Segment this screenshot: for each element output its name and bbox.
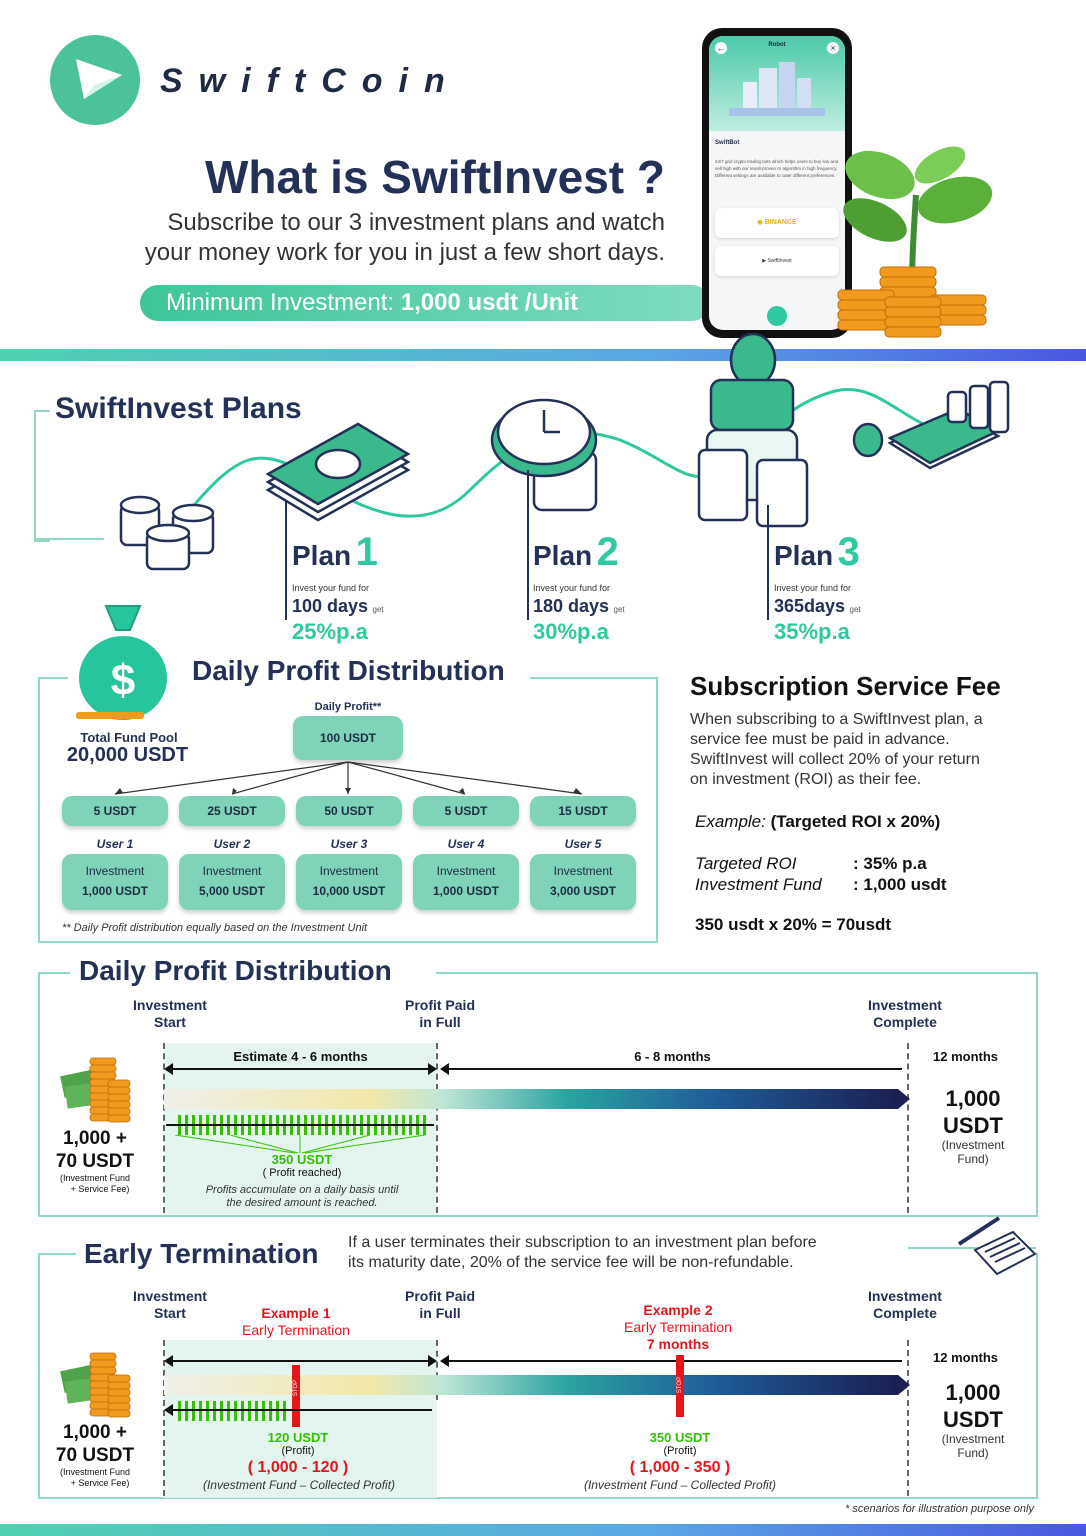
- card-coins-icon: [848, 378, 1013, 478]
- stop-marker-1-text: STOP: [293, 1379, 299, 1397]
- plan-1-days: 100 days: [292, 596, 369, 616]
- distribution-arrows: [100, 760, 620, 798]
- timeline-complete-label-2: Complete: [873, 1014, 937, 1030]
- user-5-profit-box: [530, 796, 636, 826]
- plan-1[interactable]: [292, 532, 492, 645]
- plan-3-number: 3: [837, 530, 860, 574]
- user-1-name: User 1: [96, 837, 134, 851]
- user-1-profit: 5 USDT: [93, 804, 137, 818]
- min-investment-banner: [140, 285, 710, 321]
- phone-close-icon[interactable]: ×: [827, 42, 839, 54]
- early-estimate-arrow: [166, 1360, 434, 1362]
- timeline-progress-bar: [164, 1089, 898, 1109]
- arrowhead-right-1: [428, 1063, 437, 1075]
- user-2-profit: 25 USDT: [207, 804, 257, 818]
- min-investment-value: 1,000 usdt /Unit: [400, 289, 579, 316]
- plan-2-rate: 30%p.a: [533, 619, 609, 644]
- example-2-profit: 350 USDT: [649, 1430, 711, 1445]
- clock-coins-icon: [488, 392, 603, 517]
- early-left-amount-1: 1,000 +: [63, 1422, 127, 1443]
- timeline-left-note-2: + Service Fee): [70, 1184, 130, 1194]
- user-2-name: User 2: [213, 837, 251, 851]
- phone-binance-button[interactable]: ◆ BINANCE: [715, 208, 839, 238]
- fund-pool-value: 20,000 USDT: [66, 744, 189, 766]
- top-divider-band: [0, 349, 1086, 361]
- daily-dist-note: ** Daily Profit distribution equally based on the Investment Unit: [62, 922, 368, 934]
- example-2-months: 7 months: [646, 1336, 710, 1352]
- footnote: * scenarios for illustration purpose only: [845, 1503, 1034, 1515]
- early-desc-2: its maturity date, 20% of the service fee will be non-refundable.: [348, 1254, 794, 1271]
- plan-1-number: 1: [355, 530, 378, 574]
- plan-3-invest-text: Invest your fund for: [774, 583, 852, 593]
- user-5-investment-label: Investment: [553, 864, 613, 878]
- early-profit-ticks: [178, 1401, 290, 1421]
- user-5-investment-value: 3,000 USDT: [549, 884, 617, 898]
- user-1-investment-box: [62, 854, 168, 910]
- phone-app-description: 24/7 grid crypto trading bots which helps users to buy low and sell high with our result-proven AI algorithm in high frequency. Different settings are available to cater different preferences.: [715, 159, 839, 178]
- user-2-profit-box: [179, 796, 285, 826]
- example-2-header: [598, 1302, 758, 1353]
- plan-3-label: Plan: [774, 540, 834, 571]
- early-arrowhead-right-1: [428, 1355, 437, 1367]
- plans-title: SwiftInvest Plans: [55, 392, 302, 425]
- fee-body-3: SwiftInvest will collect 20% of your return: [690, 751, 980, 768]
- timeline-complete-marker: [907, 1043, 909, 1213]
- early-paid-label-1: Profit Paid: [404, 1288, 475, 1304]
- early-start-label-1: Investment: [133, 1288, 207, 1304]
- fee-roi-value: : 35% p.a: [853, 854, 927, 873]
- phone-swiftinvest-button[interactable]: ▶ SwiftInvest: [715, 246, 839, 276]
- timeline-paid-label-1: Profit Paid: [404, 997, 475, 1013]
- early-complete-label: [845, 1288, 965, 1322]
- timeline-paid-label: [380, 997, 500, 1031]
- hero-title: What is SwiftInvest ?: [204, 151, 665, 203]
- plan-3-get: get: [849, 605, 861, 614]
- timeline-right-note-1: (Investment: [941, 1138, 1005, 1152]
- early-complete-label-1: Investment: [868, 1288, 942, 1304]
- early-progress-arrowhead: [898, 1375, 910, 1395]
- phone-binance-label: BINANCE: [764, 219, 797, 226]
- daily-dist-frame-top-left: [38, 677, 68, 679]
- user-2-investment-label: Investment: [202, 864, 262, 878]
- user-4-name: User 4: [447, 837, 485, 851]
- early-progress-bar: [164, 1375, 898, 1395]
- plan-2-get: get: [613, 605, 625, 614]
- early-desc-1: If a user terminates their subscription to an investment plan before: [348, 1234, 817, 1251]
- plan2-connector: [527, 470, 529, 620]
- early-later-arrow: [442, 1360, 902, 1362]
- plan1-connector: [285, 500, 287, 620]
- phone-app-name: SwiftBot: [715, 140, 740, 146]
- early-right-amount-1: 1,000: [945, 1380, 1001, 1405]
- timeline-profit-arrow: [166, 1124, 434, 1126]
- early-complete-marker: [907, 1340, 909, 1496]
- fee-example-label: Example:: [695, 812, 766, 831]
- timeline-profit-note: ( Profit reached): [262, 1167, 342, 1179]
- timeline-later: 6 - 8 months: [634, 1049, 711, 1064]
- user-5-investment-box: [530, 854, 636, 910]
- user-5-name: User 5: [564, 837, 602, 851]
- document-pen-icon: [955, 1212, 1037, 1284]
- example-2-sub: Early Termination: [624, 1319, 732, 1335]
- early-return-arrow: [170, 1409, 432, 1411]
- early-start-label: [110, 1288, 230, 1322]
- fee-fund-label: Investment Fund: [695, 875, 822, 894]
- timeline-progress-arrowhead: [898, 1089, 910, 1109]
- timeline-title: Daily Profit Distribution: [79, 955, 392, 986]
- early-right-note-2: Fund): [957, 1446, 989, 1460]
- early-frame-top-left: [38, 1253, 76, 1255]
- arrowhead-left-1: [164, 1063, 173, 1075]
- timeline-complete-label: [845, 997, 965, 1031]
- money-jar-icon: [695, 320, 815, 530]
- early-arrowhead-left-1: [164, 1355, 173, 1367]
- user-4-investment-label: Investment: [436, 864, 496, 878]
- money-bag-icon: [68, 600, 178, 725]
- cash-coins-icon: [60, 1050, 135, 1125]
- early-start-label-2: Start: [154, 1305, 186, 1321]
- fee-roi-label: Targeted ROI: [695, 854, 797, 873]
- plan-1-get: get: [372, 605, 384, 614]
- banknote-stack-icon: [258, 420, 418, 530]
- plan-3-days: 365days: [774, 596, 846, 616]
- user-4-investment-box: [413, 854, 519, 910]
- timeline-start-label-2: Start: [154, 1014, 186, 1030]
- timeline-later-arrow: [442, 1068, 902, 1070]
- timeline-paid-label-2: in Full: [419, 1014, 461, 1030]
- min-investment-label: Minimum Investment:: [166, 289, 395, 316]
- example-1-profit-note: (Profit): [281, 1445, 315, 1457]
- early-left-note-1: (Investment Fund: [59, 1467, 131, 1477]
- bottom-divider-band: [0, 1524, 1086, 1536]
- phone-header-title: Robot: [768, 42, 786, 48]
- phone-screen: [709, 36, 845, 330]
- plan-2-number: 2: [596, 530, 619, 574]
- timeline-start-label-1: Investment: [133, 997, 207, 1013]
- plant-coins-illustration: [830, 145, 1000, 340]
- example-1-profit: 120 USDT: [267, 1430, 329, 1445]
- timeline-right-note-2: Fund): [957, 1152, 989, 1166]
- hero-subtitle-2: your money work for you in just a few short days.: [144, 239, 665, 266]
- early-arrowhead-left-2: [440, 1355, 449, 1367]
- plan-2[interactable]: [533, 532, 733, 645]
- phone-back-icon[interactable]: ←: [716, 43, 726, 53]
- plan-2-days: 180 days: [533, 596, 610, 616]
- timeline-left-note-1: (Investment Fund: [59, 1173, 131, 1183]
- brand-name: SwiftCoin: [160, 62, 461, 100]
- plan-1-rate: 25%p.a: [292, 619, 368, 644]
- plan-1-label: Plan: [292, 540, 352, 571]
- timeline-right-amount-1: 1,000: [945, 1086, 1001, 1111]
- early-complete-label-2: Complete: [873, 1305, 937, 1321]
- early-left-note-2: + Service Fee): [70, 1478, 130, 1488]
- fee-example: [695, 812, 940, 832]
- timeline-left-amount-2: 70 USDT: [55, 1151, 135, 1172]
- early-cash-coins-icon: [60, 1345, 135, 1420]
- user-3-investment-value: 10,000 USDT: [312, 884, 386, 898]
- plan3-connector: [767, 505, 769, 620]
- early-right-amount-2: USDT: [943, 1407, 1003, 1432]
- timeline-complete-label-1: Investment: [868, 997, 942, 1013]
- hero-subtitle-1: Subscribe to our 3 investment plans and watch: [167, 209, 665, 236]
- example-2-calc-note: (Investment Fund – Collected Profit): [583, 1478, 777, 1492]
- plan-3-rate: 35%p.a: [774, 619, 850, 644]
- svg-text:$: $: [110, 656, 136, 705]
- daily-dist-frame-top-right: [530, 677, 656, 679]
- timeline-estimate-arrow: [166, 1068, 434, 1070]
- user-2-investment-box: [179, 854, 285, 910]
- user-1-investment-label: Investment: [85, 864, 145, 878]
- user-3-investment-label: Investment: [319, 864, 379, 878]
- fee-result: 350 usdt x 20% = 70usdt: [695, 915, 892, 934]
- early-12-months: 12 months: [933, 1350, 999, 1365]
- early-title: Early Termination: [84, 1238, 319, 1269]
- fee-fund-value: : 1,000 usdt: [853, 875, 947, 894]
- user-4-investment-value: 1,000 USDT: [432, 884, 500, 898]
- user-2-investment-value: 5,000 USDT: [198, 884, 266, 898]
- early-paid-label-2: in Full: [419, 1305, 461, 1321]
- user-3-profit-box: [296, 796, 402, 826]
- fee-title: Subscription Service Fee: [690, 671, 1001, 701]
- robot-city-illustration: [729, 58, 825, 124]
- timeline-frame-top-left: [38, 972, 70, 974]
- user-3-name: User 3: [330, 837, 368, 851]
- early-return-arrowhead: [164, 1404, 173, 1416]
- coin-stacks-icon: [115, 485, 220, 575]
- user-1-profit-box: [62, 796, 168, 826]
- fund-pool-label: Total Fund Pool: [80, 730, 178, 745]
- timeline-12-months: 12 months: [933, 1049, 999, 1064]
- daily-dist-title: Daily Profit Distribution: [192, 655, 505, 686]
- example-2-title: Example 2: [643, 1302, 713, 1318]
- example-2-calc: ( 1,000 - 350 ): [629, 1459, 731, 1476]
- stop-marker-2-text: STOP: [677, 1376, 683, 1394]
- user-3-profit: 50 USDT: [324, 804, 374, 818]
- fee-body-1: When subscribing to a SwiftInvest plan, a: [690, 711, 983, 728]
- fee-example-formula: (Targeted ROI x 20%): [770, 812, 941, 831]
- example-1-sub: Early Termination: [242, 1322, 350, 1338]
- user-3-investment-box: [296, 854, 402, 910]
- plan-3[interactable]: [774, 532, 974, 645]
- swiftcoin-logo-icon: [50, 35, 140, 125]
- plan-2-invest-text: Invest your fund for: [533, 583, 611, 593]
- early-right-note-1: (Investment: [941, 1432, 1005, 1446]
- fee-body-2: service fee must be paid in advance.: [690, 731, 950, 748]
- example-1-title: Example 1: [261, 1305, 331, 1321]
- brand-logo: [50, 35, 140, 125]
- arrowhead-left-2: [440, 1063, 449, 1075]
- plan-1-invest-text: Invest your fund for: [292, 583, 370, 593]
- timeline-accum-1: Profits accumulate on a daily basis until: [205, 1184, 399, 1196]
- example-1-calc: ( 1,000 - 120 ): [247, 1459, 349, 1476]
- user-5-profit: 15 USDT: [558, 804, 608, 818]
- example-1-calc-note: (Investment Fund – Collected Profit): [202, 1478, 396, 1492]
- daily-profit-value: 100 USDT: [319, 731, 377, 745]
- timeline-start-label: [110, 997, 230, 1031]
- early-left-amount-2: 70 USDT: [55, 1445, 135, 1466]
- daily-profit-label: Daily Profit**: [314, 701, 382, 713]
- early-paid-label: [380, 1288, 500, 1322]
- user-4-profit: 5 USDT: [444, 804, 488, 818]
- plan-2-label: Plan: [533, 540, 593, 571]
- example-2-profit-note: (Profit): [663, 1445, 697, 1457]
- timeline-left-amount-1: 1,000 +: [63, 1128, 127, 1149]
- timeline-accum-2: the desired amount is reached.: [226, 1197, 378, 1209]
- daily-profit-box: [293, 716, 403, 760]
- phone-swiftinvest-label: SwiftInvest: [767, 258, 792, 264]
- fee-body-4: on investment (ROI) as their fee.: [690, 771, 922, 788]
- timeline-frame-top-right: [436, 972, 1036, 974]
- user-1-investment-value: 1,000 USDT: [81, 884, 149, 898]
- timeline-profit-value: 350 USDT: [271, 1152, 333, 1167]
- user-4-profit-box: [413, 796, 519, 826]
- timeline-estimate: Estimate 4 - 6 months: [233, 1049, 368, 1064]
- timeline-right-amount-2: USDT: [943, 1113, 1003, 1138]
